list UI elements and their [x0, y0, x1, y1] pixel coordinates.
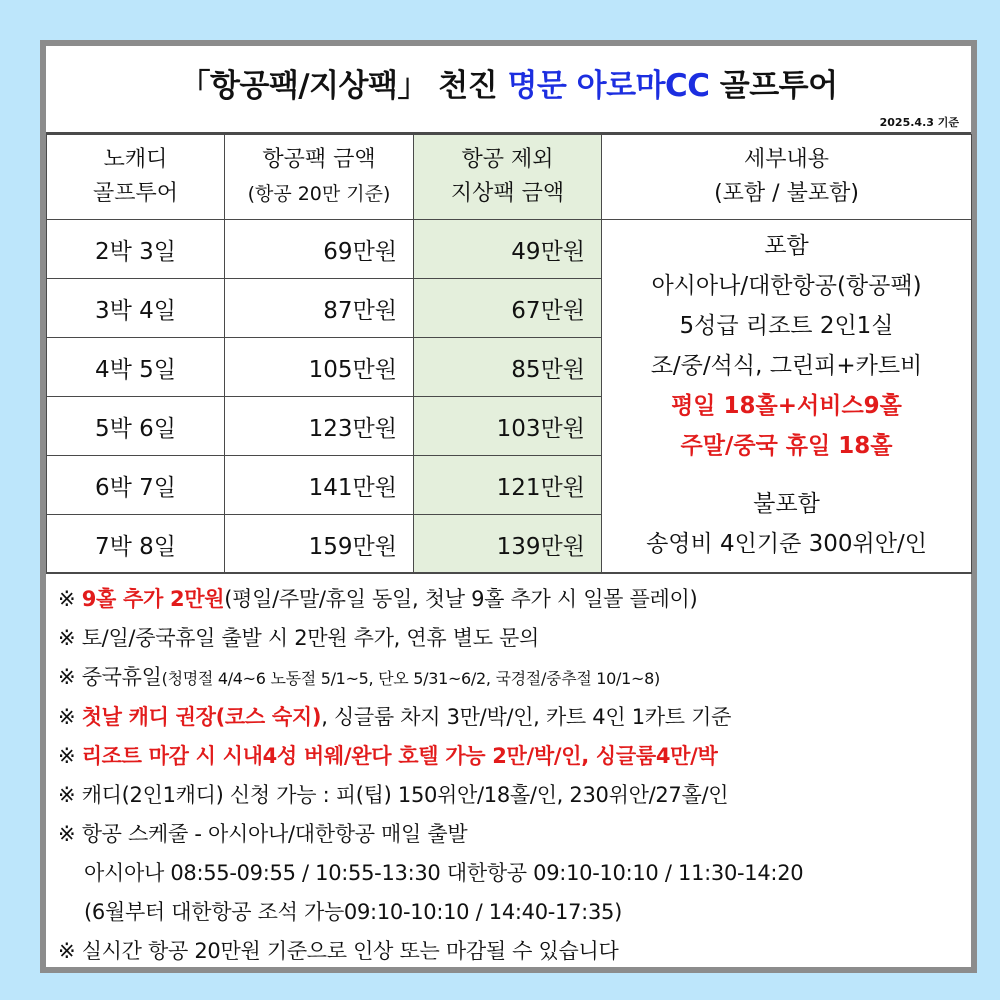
note-item: ※ 실시간 항공 20만원 기준으로 인상 또는 마감될 수 있습니다 [58, 939, 619, 963]
title-prefix: 「항공팩/지상팩」 천진 [179, 68, 508, 104]
details-cell [602, 220, 972, 574]
price-sheet [40, 40, 977, 973]
note-item: ※ 항공 스케줄 - 아시아나/대한항공 매일 출발 [58, 822, 468, 846]
air-price-cell: 141만원 [225, 456, 414, 515]
title-area [46, 46, 971, 134]
table-row [47, 220, 972, 279]
note-item: ※ 리조트 마감 시 시내4성 버웨/완다 호텔 가능 2만/박/인, 싱글룸4만/박 [58, 744, 718, 768]
included-title: 포함 [764, 233, 809, 259]
ground-price-cell: 139만원 [414, 515, 602, 574]
ground-price-cell: 121만원 [414, 456, 602, 515]
note-item: ※ 첫날 캐디 권장(코스 숙지), 싱글룸 차지 3만/박/인, 카트 4인 1카트 기준 [58, 705, 732, 729]
header-ground-price: 항공 제외 지상팩 금액 [414, 135, 602, 220]
notes-section [46, 572, 971, 967]
note-item: ※ 캐디(2인1캐디) 신청 가능 : 피(팁) 150위안/18홀/인, 230위안/27홀/인 [58, 783, 729, 807]
note-item: ※ 토/일/중국휴일 출발 시 2만원 추가, 연휴 별도 문의 [58, 626, 540, 650]
trip-cell: 6박 7일 [47, 456, 225, 515]
flight-schedule-line: 아시아나 08:55-09:55 / 10:55-13:30 대한항공 09:10-10:10 / 11:30-14:20 [84, 861, 804, 885]
header-details: 세부내용 (포함 / 불포함) [602, 135, 972, 220]
note-item: ※ 중국휴일(청명절 4/4~6 노동절 5/1~5, 단오 5/31~6/2, 국경절/중추절 10/1~8) [58, 665, 660, 689]
ground-price-cell: 85만원 [414, 338, 602, 397]
trip-cell: 3박 4일 [47, 279, 225, 338]
trip-cell: 7박 8일 [47, 515, 225, 574]
air-price-cell: 69만원 [225, 220, 414, 279]
flight-schedule-line: (6월부터 대한항공 조석 가능09:10-10:10 / 14:40-17:35) [84, 900, 622, 924]
excluded-item: 송영비 4인기준 300위안/인 [646, 531, 927, 557]
ground-price-cell: 103만원 [414, 397, 602, 456]
highlight-item: 주말/중국 휴일 18홀 [680, 433, 893, 459]
included-item: 아시아나/대한항공(항공팩) [651, 273, 922, 299]
excluded-title: 불포함 [753, 491, 820, 517]
header-trip: 노캐디 골프투어 [47, 135, 225, 220]
header-air-price: 항공팩 금액 (항공 20만 기준) [225, 135, 414, 220]
title-highlight: 명문 아로마CC [507, 68, 710, 104]
included-item: 조/중/석식, 그린피+카트비 [650, 353, 923, 379]
trip-cell: 4박 5일 [47, 338, 225, 397]
air-price-cell: 159만원 [225, 515, 414, 574]
ground-price-cell: 49만원 [414, 220, 602, 279]
title-suffix: 골프투어 [709, 68, 838, 104]
highlight-item: 평일 18홀+서비스9홀 [671, 393, 902, 419]
trip-cell: 5박 6일 [47, 397, 225, 456]
price-table [46, 134, 972, 574]
trip-cell: 2박 3일 [47, 220, 225, 279]
air-price-cell: 105만원 [225, 338, 414, 397]
note-item: ※ 9홀 추가 2만원(평일/주말/휴일 동일, 첫날 9홀 추가 시 일몰 플레이) [58, 587, 698, 611]
page-title [46, 60, 971, 105]
ground-price-cell: 67만원 [414, 279, 602, 338]
air-price-cell: 87만원 [225, 279, 414, 338]
table-header [47, 135, 972, 220]
included-item: 5성급 리조트 2인1실 [679, 313, 894, 339]
air-price-cell: 123만원 [225, 397, 414, 456]
date-label: 2025.4.3 기준 [879, 116, 959, 129]
